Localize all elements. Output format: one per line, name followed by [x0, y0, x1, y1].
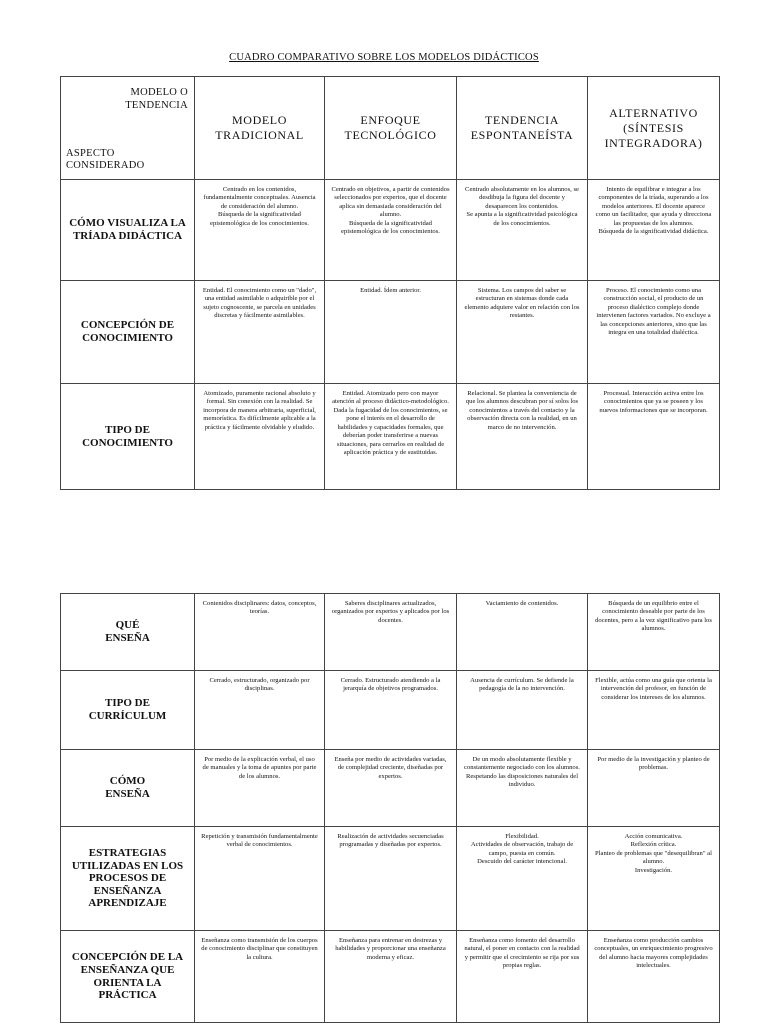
table-cell: Centrado absolutamente en los alumnos, se desdibuja la figura del docente y desaparecen los contenidos. Se apunta a la significatividad psicológica de los conocimientos. — [457, 180, 588, 281]
row-label-concepcion-conocimiento: CONCEPCIÓN DE CONOCIMIENTO — [61, 281, 195, 384]
row-label-que-ensena: QUÉ ENSEÑA — [61, 594, 195, 671]
table-cell: Centrado en los contenidos, fundamentalmente conceptuales. Ausencia de consideración del alumno. Búsqueda de la significatividad epistemológica de los conocimientos. — [195, 180, 325, 281]
corner-cell — [61, 77, 195, 180]
table-cell: Acción comunicativa. Reflexión crítica. Planteo de problemas que "desequilibran" al alumno. Investigación. — [588, 827, 720, 931]
row-label-estrategias: ESTRATEGIAS UTILIZADAS EN LOS PROCESOS DE ENSEÑANZA APRENDIZAJE — [61, 827, 195, 931]
corner-label-model: MODELO O TENDENCIA — [125, 87, 188, 111]
document-title: CUADRO COMPARATIVO SOBRE LOS MODELOS DIDÁCTICOS — [229, 52, 539, 63]
table-cell: Ausencia de currículum. Se defiende la pedagogía de la no intervención. — [457, 671, 588, 750]
table-row — [61, 931, 720, 1023]
column-header-espontaneista: TENDENCIA ESPONTANEÍSTA — [457, 77, 588, 180]
row-label-tipo-curriculum: TIPO DE CURRÍCULUM — [61, 671, 195, 750]
table-cell: Por medio de la investigación y planteo de problemas. — [588, 750, 720, 827]
table-cell: Proceso. El conocimiento como una construcción social, el producto de un proceso dialéctico complejo donde intervienen factores variados. No excluye a las concepciones anteriores, sino que las integra en una totalidad dialéctica. — [588, 281, 720, 384]
row-label-triada: CÓMO VISUALIZA LA TRÍADA DIDÁCTICA — [61, 180, 195, 281]
table-cell: Entidad. Atomizado pero con mayor atención al proceso didáctico-metodológico. Dada la fugacidad de los conocimientos, se pone el interés en el desarrollo de habilidades y capacidades formales, que deberían poder transferirse a nuevas situaciones, para cerrarlos en realidad de aplicación práctica y de sustituidas. — [325, 384, 457, 490]
column-header-tecnologico: ENFOQUE TECNOLÓGICO — [325, 77, 457, 180]
table-cell: Enseñanza para entrenar en destrezas y habilidades y proporcionar una enseñanza moderna y eficaz. — [325, 931, 457, 1023]
table-cell: Intento de equilibrar e integrar a los componentes de la tríada, superando a los modelos anteriores. El docente aparece como un facilitador, que ayuda y direcciona las propuestas de los alumnos. Búsqueda de la significatividad didáctica. — [588, 180, 720, 281]
table-row — [61, 281, 720, 384]
table-cell: Cerrado, estructurado, organizado por disciplinas. — [195, 671, 325, 750]
table-row — [61, 671, 720, 750]
row-label-como-ensena: CÓMO ENSEÑA — [61, 750, 195, 827]
table-cell: Repetición y transmisión fundamentalmente verbal de conocimientos. — [195, 827, 325, 931]
table-cell: Sistema. Los campos del saber se estructuran en sistemas donde cada elemento adquiere valor en relación con los restantes. — [457, 281, 588, 384]
table-cell: Cerrado. Estructurado atendiendo a la jerarquía de objetivos programados. — [325, 671, 457, 750]
row-label-concepcion-ensenanza: CONCEPCIÓN DE LA ENSEÑANZA QUE ORIENTA LA PRÁCTICA — [61, 931, 195, 1023]
column-header-alternativo: ALTERNATIVO (SÍNTESIS INTEGRADORA) — [588, 77, 720, 180]
table-cell: Relacional. Se plantea la conveniencia de que los alumnos descubran por sí solos los conocimientos a través del contacto y la observación directa con la realidad, en un marco de no intervención. — [457, 384, 588, 490]
table-cell: Atomizado, puramente racional absoluto y formal. Sin conexión con la realidad. Se incorpora de manera arbitraria, superficial, memorística. Es difícilmente aplicable a la práctica y fácilmente olvidable y eludido. — [195, 384, 325, 490]
column-header-tradicional: MODELO TRADICIONAL — [195, 77, 325, 180]
corner-label-aspect: ASPECTO CONSIDERADO — [66, 147, 145, 172]
table-row — [61, 384, 720, 490]
header-row — [61, 77, 720, 180]
table-cell: Por medio de la explicación verbal, el uso de manuales y la toma de apuntes por parte de los alumnos. — [195, 750, 325, 827]
row-label-tipo-conocimiento: TIPO DE CONOCIMIENTO — [61, 384, 195, 490]
table-cell: Enseñanza como transmisión de los cuerpos de conocimiento disciplinar que constituyen la cultura. — [195, 931, 325, 1023]
table-cell: Búsqueda de un equilibrio entre el conocimiento deseable por parte de los docentes, pero a la vez significativo para los alumnos. — [588, 594, 720, 671]
table-row — [61, 180, 720, 281]
comparison-table-part-1 — [60, 76, 720, 490]
table-cell: Flexibilidad. Actividades de observación, trabajo de campo, puesta en común. Descuido del carácter intencional. — [457, 827, 588, 931]
table-cell: De un modo absolutamente flexible y constantemente negociado con los alumnos. Respetando las disposiciones naturales del individuo. — [457, 750, 588, 827]
table-cell: Enseñanza como fomento del desarrollo natural, el poner en contacto con la realidad y permitir que el crecimiento se rija por sus propias reglas. — [457, 931, 588, 1023]
table-cell: Enseña por medio de actividades variadas, de complejidad creciente, diseñadas por expertos. — [325, 750, 457, 827]
table-cell: Centrado en objetivos, a partir de contenidos seleccionados por expertos, que el docente aplica sin demasiada consideración del alumno. Búsqueda de la significatividad epistemológica de los conocimientos. — [325, 180, 457, 281]
table-cell: Flexible, actúa como una guía que orienta la intervención del profesor, en función de considerar los intereses de los alumnos. — [588, 671, 720, 750]
table-row — [61, 750, 720, 827]
comparison-table-part-2 — [60, 593, 720, 1023]
table-cell: Vaciamiento de contenidos. — [457, 594, 588, 671]
table-row — [61, 827, 720, 931]
table-cell: Procesual. Interacción activa entre los conocimientos que ya se poseen y los nuevos informaciones que se incorporan. — [588, 384, 720, 490]
table-cell: Contenidos disciplinares: datos, conceptos, teorías. — [195, 594, 325, 671]
table-row — [61, 594, 720, 671]
table-cell: Entidad. El conocimiento como un "dado", una entidad asimilable o adquirible por el sujeto cognoscente, se parcela en unidades discretas y fácilmente asimilables. — [195, 281, 325, 384]
table-cell: Realización de actividades secuenciadas programadas y diseñadas por expertos. — [325, 827, 457, 931]
table-cell: Entidad. Ídem anterior. — [325, 281, 457, 384]
table-cell: Saberes disciplinares actualizados, organizados por expertos y aplicados por los docentes. — [325, 594, 457, 671]
table-cell: Enseñanza como producción cambios conceptuales, un enriquecimiento progresivo del alumno hacia mayores complejidades intelectuales. — [588, 931, 720, 1023]
